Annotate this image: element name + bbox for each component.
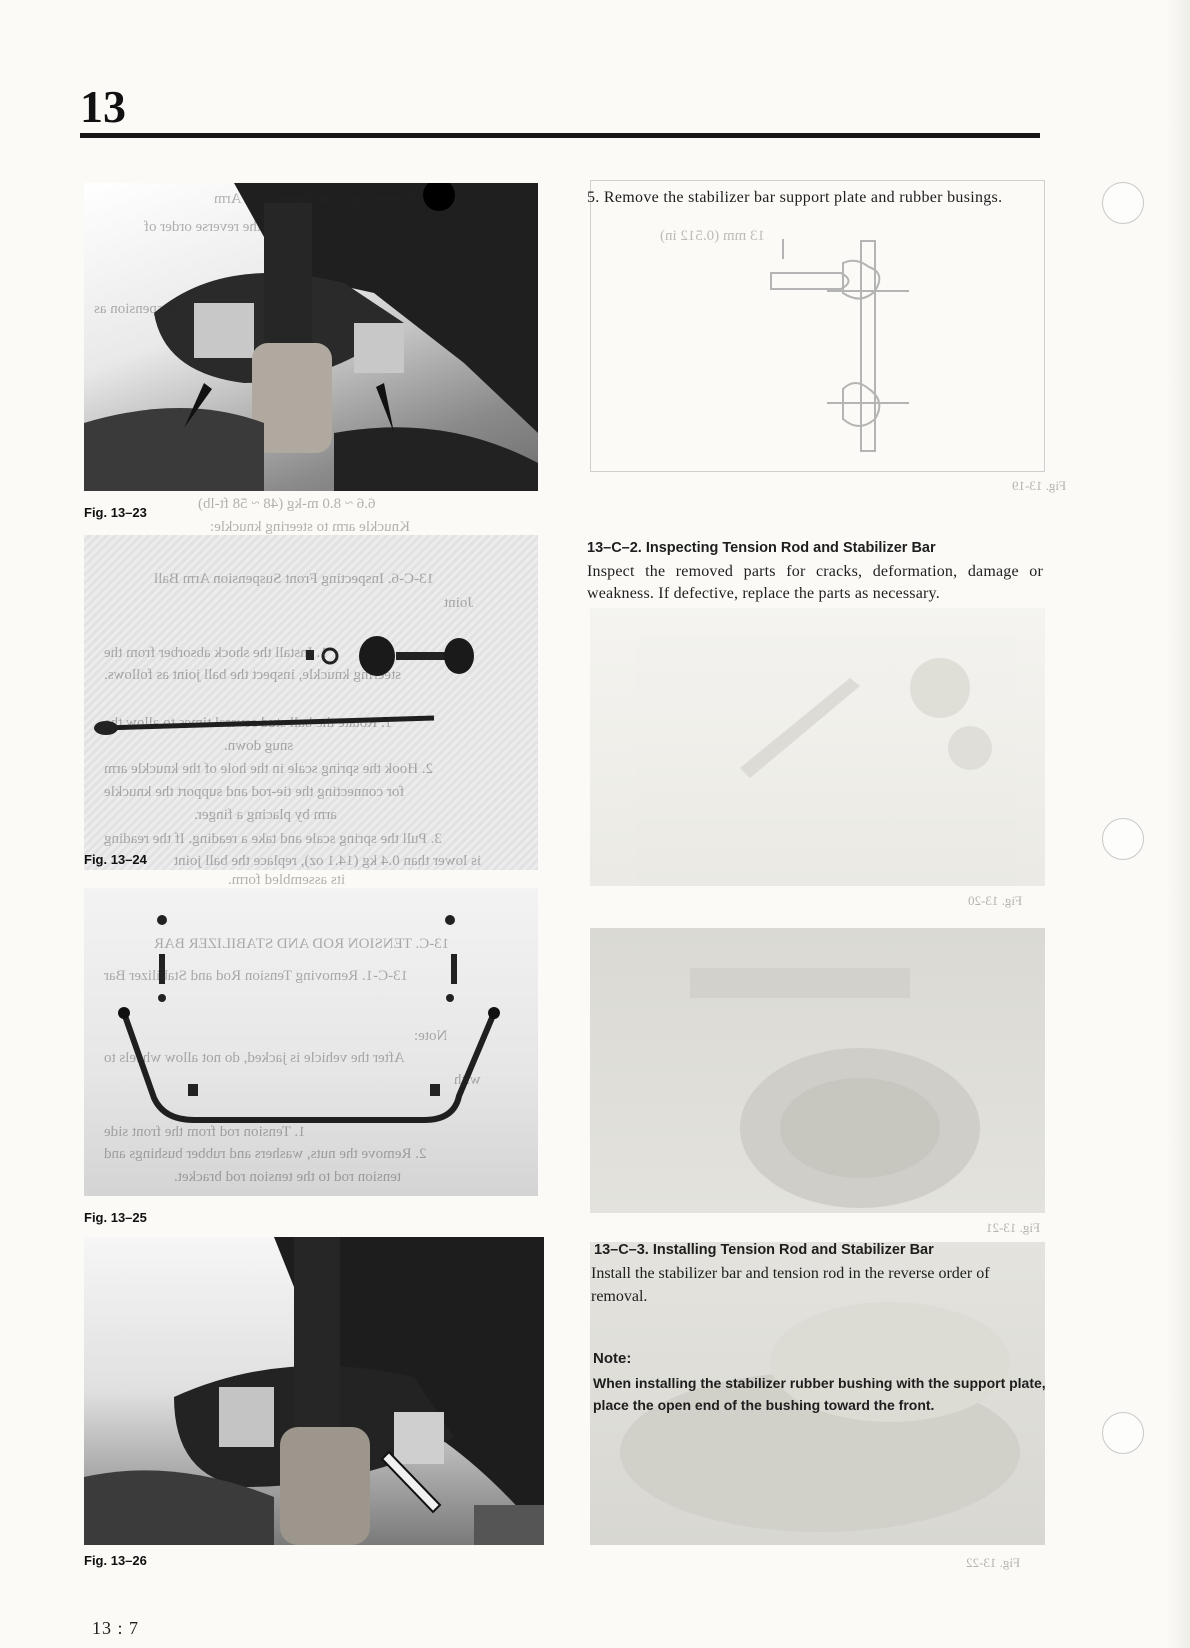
photo-fig-13-24: 13-C-6. Inspecting Front Suspension Arm Ball Joint 1. Install the shock absorber from the steering knuckle, inspect the ball joint as follows. 1. Rotate the ball stud several times to allow the snug down. 2. Hook the spring scale in the hole of the knuckle arm for connecting the tie-rod and support the knuckle arm by placing a finger. 3. Pull the spring scale and take a reading. If the reading is lower than 0.4 kg (14.1 oz), replace the ball joint — [84, 535, 538, 870]
page-number: 13 : 7 — [92, 1618, 140, 1638]
section-heading-13-c-3: 13–C–3. Installing Tension Rod and Stabilizer Bar — [594, 1242, 934, 1258]
photo-fig-13-26 — [84, 1237, 544, 1545]
section-body-13-c-2: Inspect the removed parts for cracks, deformation, damage or weakness. If defective, replace the parts as necessary. — [587, 563, 1043, 602]
note-text: When installing the stabilizer rubber bushing with the support plate, place the open end of the bushing toward the front. — [593, 1375, 1046, 1413]
section-body-13-c-3: Install the stabilizer bar and tension rod in the reverse order of removal. — [591, 1265, 990, 1305]
diagram-box-fig-13-19 — [590, 180, 1045, 472]
binder-hole-bottom — [1102, 1412, 1144, 1454]
faded-photo-fig-13-20 — [590, 608, 1045, 886]
photo-fig-13-23: Removing Front Suspension Arm in the reverse order of Suspension as — [84, 183, 538, 491]
section-heading-13-c-2: 13–C–2. Inspecting Tension Rod and Stabilizer Bar — [587, 540, 936, 556]
faded-photo-fig-13-21 — [590, 928, 1045, 1213]
caption-fig-13-24: Fig. 13–24 — [84, 852, 147, 867]
note-label: Note: — [593, 1350, 632, 1367]
page-edge — [1166, 0, 1190, 1648]
binder-hole-middle — [1102, 818, 1144, 860]
caption-fig-13-26: Fig. 13–26 — [84, 1553, 147, 1568]
chapter-number: 13 — [80, 81, 126, 132]
caption-fig-13-25: Fig. 13–25 — [84, 1210, 147, 1225]
header-rule — [80, 133, 1040, 138]
photo-fig-13-25: 13-C. TENSION ROD AND STABILIZER BAR 13-C-1. Removing Tension Rod and Stabilizer Bar Note: After the vehicle is jacked, do not allow wheels to with 1. Tension rod from the front side 2. Remove the nuts, washers and rubber bushings and tension rod to the tension rod bracket. — [84, 888, 538, 1196]
binder-hole-top — [1102, 182, 1144, 224]
caption-fig-13-23: Fig. 13–23 — [84, 505, 147, 520]
step-5-text: 5. Remove the stabilizer bar support plate and rubber busings. — [587, 189, 1003, 206]
